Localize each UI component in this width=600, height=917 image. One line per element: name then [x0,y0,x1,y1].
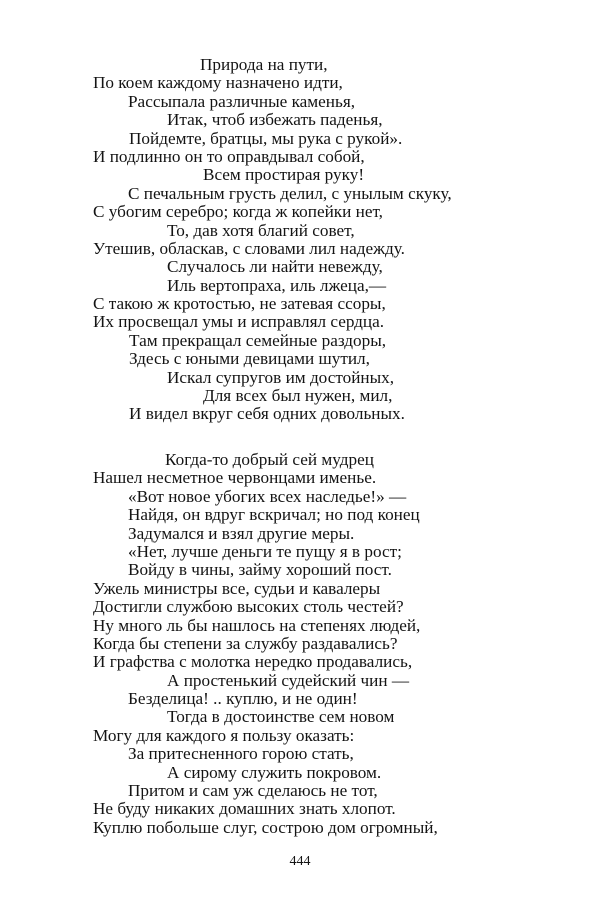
poem-line: Войду в чины, займу хороший пост. [128,560,392,580]
poem-stanza-1 [0,56,600,424]
poem-line: Не буду никаких домашних знать хлопот. [93,799,396,819]
poem-line: Всем простирая руку! [203,165,365,185]
poem-line: С такою ж кротостью, не затевая ссоры, [93,294,386,314]
poem-line: Безделица! .. куплю, и не один! [128,689,358,709]
poem-line: Ну много ль бы нашлось на степенях людей, [93,615,421,635]
poem-line: И видел вкруг себя одних довольных. [129,404,405,424]
poem-line: Найдя, он вдруг вскричал; но под конец [128,505,420,525]
poem-line: Там прекращал семейные раздоры, [129,330,387,350]
poem-line: То, дав хотя благий совет, [167,220,355,240]
poem-line: Куплю побольше слуг, сострою дом огромный, [93,817,438,837]
poem-line: А простенький судейский чин — [167,670,410,690]
poem-line: С печальным грусть делил, с унылым скуку, [128,183,452,203]
poem-line: Пойдемте, братцы, мы рука с рукой». [129,128,403,148]
poem-line: Когда-то добрый сей мудрец [165,450,374,469]
poem-line: И графства с молотка нередко продавались, [93,652,413,672]
poem-line: Рассыпала различные каменья, [128,91,356,111]
poem-line: А сирому служить покровом. [167,762,382,782]
poem-line: Притом и сам уж сделаюсь не тот, [128,781,378,801]
poem-line: Ужель министры все, судьи и кавалеры [93,578,381,598]
poem-line: Случалось ли найти невежду, [167,257,383,277]
poem-line: Нашел несметное червонцами именье. [93,468,377,488]
poem-line: Искал супругов им достойных, [167,367,395,387]
poem-line: Итак, чтоб избежать паденья, [167,110,383,130]
poem-line: «Нет, лучше деньги те пущу я в рост; [128,541,402,561]
poem-line: Иль вертопраха, иль лжеца,— [167,275,387,295]
page-number: 444 [289,854,311,869]
poem-line: Тогда в достоинстве сем новом [167,707,395,727]
poem-line: Достигли службою высоких столь честей? [93,597,404,617]
poem-line: Их просвещал умы и исправлял сердца. [93,312,385,332]
poem-stanza-2 [0,451,600,837]
poem-line: С убогим серебро; когда ж копейки нет, [93,202,383,222]
poem-line: По коем каждому назначено идти, [93,73,343,93]
poem-line: Природа на пути, [200,55,328,74]
poem-line: Когда бы степени за службу раздавались? [93,633,398,653]
poem-line: Утешив, обласкав, с словами лил надежду. [93,238,405,258]
poem-line: И подлинно он то оправдывал собой, [93,146,365,166]
poem-line: Для всех был нужен, мил, [203,386,393,406]
poem-line: Здесь с юными девицами шутил, [129,349,370,369]
poem-line: За притесненного горою стать, [128,744,354,764]
poem-line: Задумался и взял другие меры. [128,523,355,543]
poem-line: «Вот новое убогих всех наследье!» — [128,486,407,506]
poem-line: Могу для каждого я пользу оказать: [93,725,355,745]
